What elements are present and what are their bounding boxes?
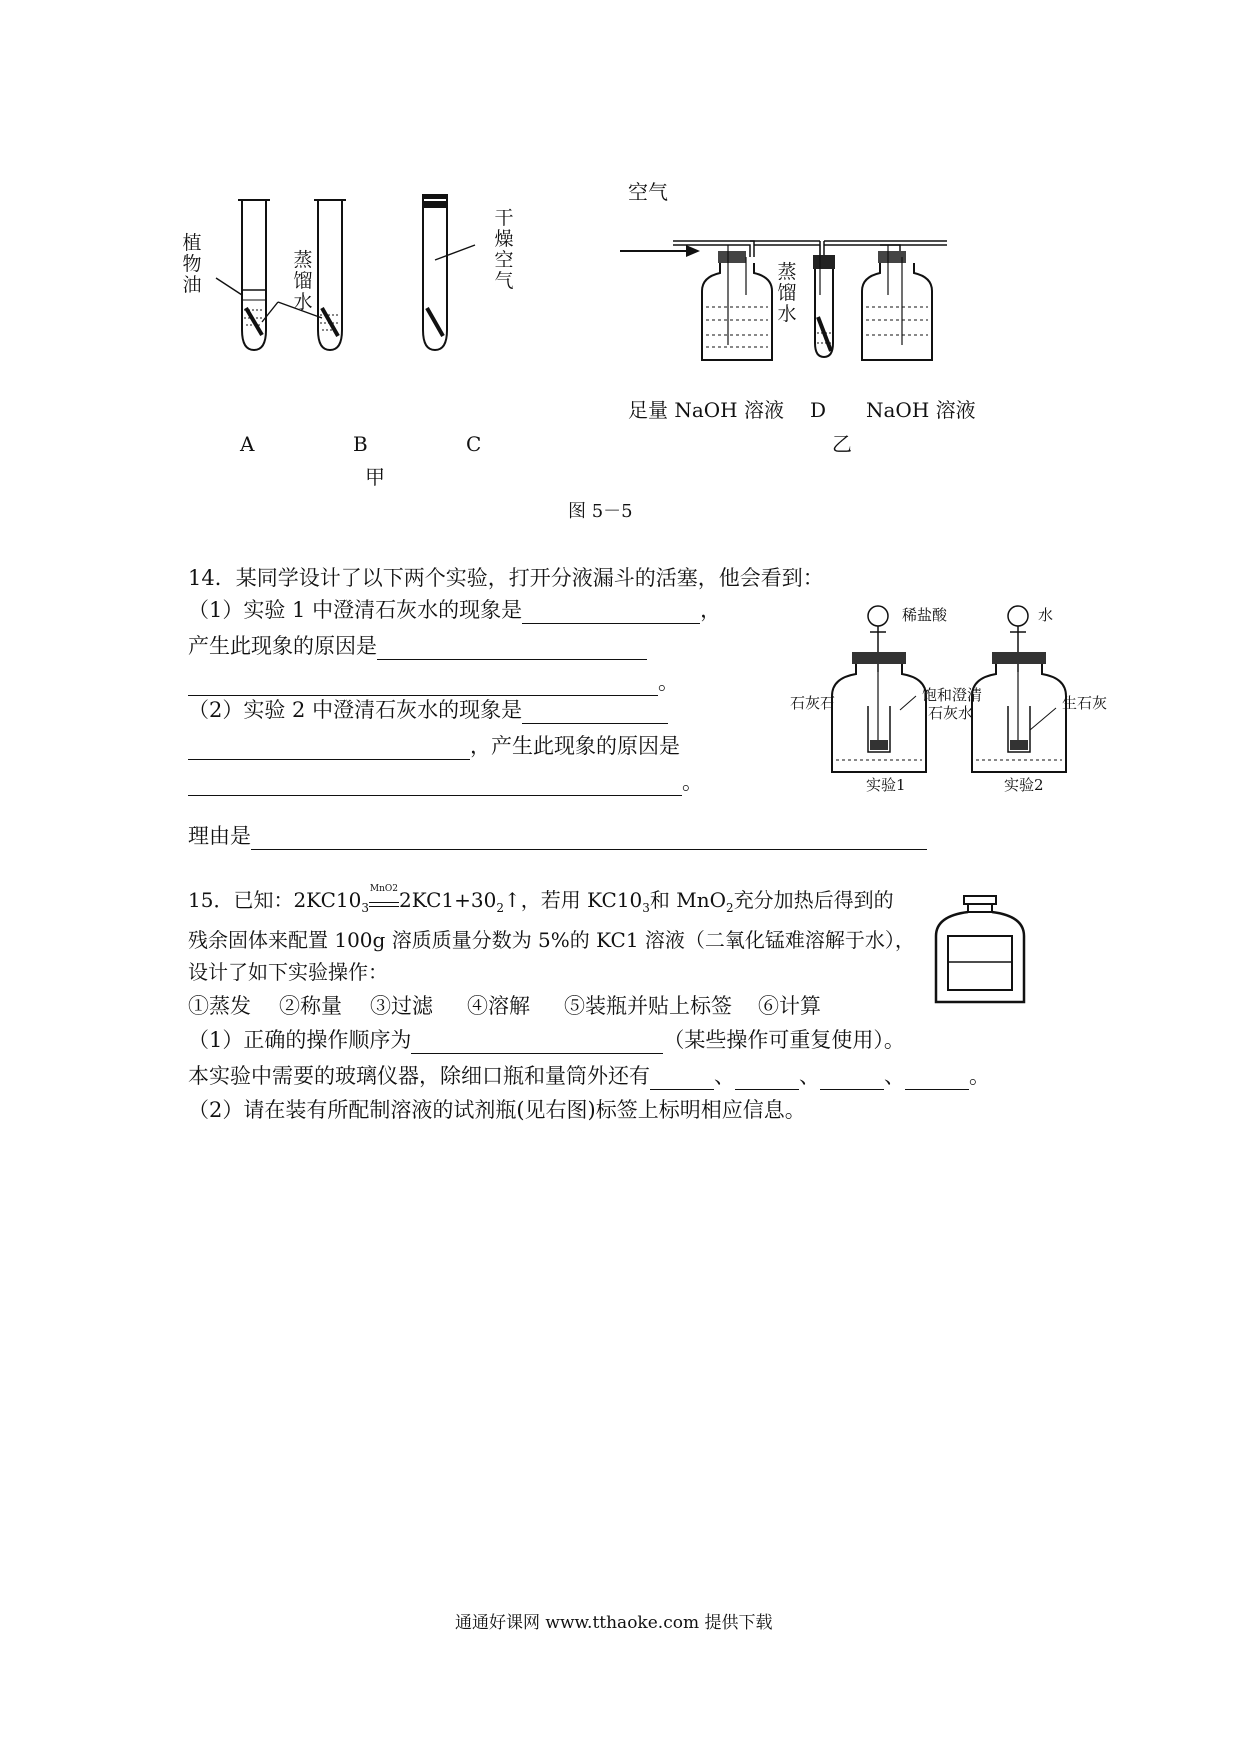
q15-eq-arrow xyxy=(369,884,399,907)
distilled-water-label: 蒸馏水 xyxy=(293,249,313,313)
q15-glassware-blank-4[interactable] xyxy=(905,1067,969,1090)
tube-c-label: C xyxy=(466,432,482,456)
q15-eq-catalyst: MnO2 xyxy=(369,884,399,894)
right-bottle-label: NaOH 溶液 xyxy=(866,398,976,422)
q14-part1-reason-prompt: 产生此现象的原因是 xyxy=(188,634,377,658)
q15-equation-line xyxy=(188,886,894,922)
q14-part2-line3 xyxy=(188,768,703,796)
q15-sep-2: 、 xyxy=(799,1064,820,1088)
op-weigh: ②称量 xyxy=(279,994,342,1018)
q15-eq-end: 充分加热后得到的 xyxy=(733,888,894,912)
experiment-2-flask xyxy=(972,606,1066,772)
figure-caption: 图 5－5 xyxy=(568,501,633,522)
q14-part1-blank[interactable] xyxy=(522,601,700,624)
q14-stem: 14．某同学设计了以下两个实验，打开分液漏斗的活塞，他会看到： xyxy=(188,566,824,590)
q15-glassware-blank-1[interactable] xyxy=(650,1067,714,1090)
q15-sep-1: 、 xyxy=(714,1064,735,1088)
dilute-hcl-label: 稀盐酸 xyxy=(902,606,948,624)
q14-reason-blank[interactable] xyxy=(251,827,927,850)
water-funnel-label: 水 xyxy=(1038,606,1054,624)
tube-b-label: B xyxy=(353,432,368,456)
q14-part2-line1 xyxy=(188,696,668,724)
q15-eq-sub3: 3 xyxy=(642,901,650,915)
air-label: 空气 xyxy=(628,180,668,204)
q15-operations xyxy=(188,992,821,1020)
q14-part1-comma: ， xyxy=(700,598,722,622)
q15-eq-sub2: 2 xyxy=(496,901,504,915)
naoh-bottle-right xyxy=(862,245,932,360)
q15-eq-cont: ↑，若用 KC10 xyxy=(504,888,643,912)
q14-part1-period: 。 xyxy=(658,670,679,694)
left-bottle-label: 足量 NaOH 溶液 xyxy=(628,398,784,422)
q14-part2-reason-blank[interactable] xyxy=(188,773,682,796)
q14-part2-line2 xyxy=(188,732,680,760)
q15-glassware-prompt: 本实验中需要的玻璃仪器，除细口瓶和量筒外还有 xyxy=(188,1064,650,1088)
q15-part1-period: 。 xyxy=(969,1064,990,1088)
q14-part1-line3 xyxy=(188,668,679,696)
q15-eq-reactant: 15．已知：2KC10 xyxy=(188,888,362,912)
q15-order-blank[interactable] xyxy=(411,1031,663,1054)
q15-eq-product: 2KC1+30 xyxy=(398,888,497,912)
op-evaporate: ①蒸发 xyxy=(188,994,251,1018)
group-jia-label: 甲 xyxy=(365,465,385,489)
op-dissolve: ④溶解 xyxy=(467,994,530,1018)
experiment-2-label: 实验2 xyxy=(1004,776,1044,794)
limewater-label-1: 饱和澄清 xyxy=(922,686,983,704)
reagent-bottle-figure xyxy=(930,890,1030,1010)
q14-part2-reason-prompt: ，产生此现象的原因是 xyxy=(470,734,680,758)
q14-part1-reason-blank-2[interactable] xyxy=(188,673,658,696)
apparatus-water-label: 蒸馏水 xyxy=(777,261,797,325)
q14-part2-period: 。 xyxy=(682,770,703,794)
naoh-bottle-left xyxy=(702,245,772,360)
group-yi-label: 乙 xyxy=(832,432,852,456)
q15-glassware-blank-2[interactable] xyxy=(735,1067,799,1090)
experiment-1-flask xyxy=(832,606,926,772)
q14-part1-prompt: （1）实验 1 中澄清石灰水的现象是 xyxy=(188,598,523,622)
quicklime-label: 生石灰 xyxy=(1062,694,1108,712)
q15-part1-note: （某些操作可重复使用）。 xyxy=(663,1028,905,1052)
q15-glassware-blank-3[interactable] xyxy=(820,1067,884,1090)
op-bottle-label: ⑤装瓶并贴上标签 xyxy=(564,994,732,1018)
test-tubes-diagram xyxy=(150,190,510,380)
q15-part1-line2 xyxy=(188,1062,990,1090)
q14-reason-prompt: 理由是 xyxy=(188,824,251,848)
dry-air-label: 干燥空气 xyxy=(494,207,514,292)
vegetable-oil-label: 植物油 xyxy=(182,232,202,296)
limewater-label-2: 石灰水 xyxy=(928,704,974,722)
q14-part2-blank-2[interactable] xyxy=(188,737,470,760)
q14-part1-line1 xyxy=(188,596,721,624)
page-footer: 通通好课网 www.tthaoke.com 提供下载 xyxy=(455,1613,773,1633)
test-tube-d xyxy=(813,245,835,357)
q14-part1-line2 xyxy=(188,632,647,660)
q15-part2: （2）请在装有所配制溶液的试剂瓶(见右图)标签上标明相应信息。 xyxy=(188,1098,806,1122)
op-calculate: ⑥计算 xyxy=(758,994,821,1018)
tube-d-label: D xyxy=(810,398,827,422)
q15-eq-sub: 3 xyxy=(361,901,369,915)
q15-sep-3: 、 xyxy=(884,1064,905,1088)
q14-reason-line xyxy=(188,822,927,850)
q15-line2: 残余固体来配置 100g 溶质质量分数为 5%的 KC1 溶液（二氧化锰难溶解于水）， xyxy=(188,928,915,952)
q14-part2-blank[interactable] xyxy=(522,701,668,724)
q14-part1-reason-blank[interactable] xyxy=(377,637,647,660)
q15-eq-sub4: 2 xyxy=(726,901,734,915)
test-tube-a xyxy=(216,200,278,350)
tube-a-label: A xyxy=(240,432,255,456)
q14-part2-prompt: （2）实验 2 中澄清石灰水的现象是 xyxy=(188,698,523,722)
q15-part1-line1 xyxy=(188,1026,905,1054)
op-filter: ③过滤 xyxy=(370,994,433,1018)
q15-line3: 设计了如下实验操作： xyxy=(188,960,388,984)
q15-eq-mno2: 和 MnO xyxy=(649,888,727,912)
limestone-label: 石灰石 xyxy=(790,694,836,712)
experiment-1-label: 实验1 xyxy=(866,776,906,794)
test-tube-c xyxy=(422,194,475,350)
q15-part1-prompt: （1）正确的操作顺序为 xyxy=(188,1028,412,1052)
